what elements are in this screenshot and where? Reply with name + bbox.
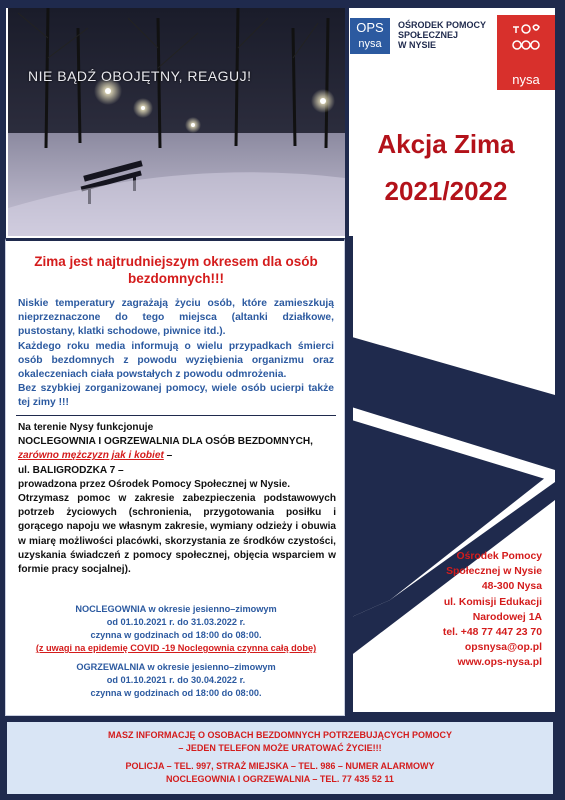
crest-icon (506, 21, 546, 55)
divider (16, 415, 336, 416)
hours-line: od 01.10.2021 r. do 31.03.2022 r. (106, 617, 246, 627)
hours-line: od 01.10.2021 r. do 30.04.2022 r. (106, 675, 246, 685)
hours-line: czynna w godzinach od 18:00 do 08:00. (90, 630, 262, 640)
contact-line: ul. Komisji Edukacji (443, 596, 542, 608)
ops-name-line: OŚRODEK POMOCY (398, 20, 487, 30)
body-line: Na terenie Nysy funkcjonuje (18, 422, 154, 433)
slogan: NIE BĄDŹ OBOJĘTNY, REAGUJ! (28, 68, 252, 84)
alert-bar (5, 720, 555, 796)
emergency-numbers: POLICJA – TEL. 997, STRAŻ MIEJSKA – TEL. 986 – NUMER ALARMOWY (125, 761, 435, 771)
hours-line: OGRZEWALNIA w okresie jesienno–zimowym (76, 662, 276, 672)
contact-line: Narodowej 1A (472, 611, 542, 623)
contact-line: 48-300 Nysa (481, 581, 542, 593)
main-text-panel (5, 238, 345, 716)
contact-website: www.ops-nysa.pl (457, 657, 542, 669)
ogrzewalnia-hours (18, 661, 334, 700)
nysa-logo-text: nysa (512, 72, 540, 87)
shelter-phone: NOCLEGOWNIA I OGRZEWALNIA – TEL. 77 435 52 11 (166, 774, 394, 784)
hours-line: NOCLEGOWNIA w okresie jesienno–zimowym (75, 604, 277, 614)
alert-line: MASZ INFORMACJĘ O OSOBACH BEZDOMNYCH POTRZEBUJĄCYCH POMOCY (107, 730, 452, 740)
ops-name-line: SPOŁECZNEJ (398, 30, 459, 40)
intro-paragraph: Każdego roku media informują o wielu przypadkach śmierci osób bezdomnych z powodu wyziębienia organizmu oraz okaleczeniach ciała powstałych z powodu odmrożenia. (18, 340, 334, 381)
title-line-1: Akcja Zima (377, 129, 515, 159)
covid-note: (z uwagi na epidemię COVID -19 Noclegownia czynna całą dobę) (35, 643, 317, 653)
contact-line: Społecznej w Nysie (446, 566, 542, 578)
winter-park-photo (8, 8, 345, 236)
shelter-info (18, 421, 336, 577)
contact-info (390, 549, 542, 671)
headline: Zima jest najtrudniejszym okresem dla osób bezdomnych!!! (34, 254, 318, 286)
contact-phone: tel. +48 77 447 23 70 (442, 627, 542, 639)
body-highlight: zarówno mężczyzn jak i kobiet (18, 450, 164, 462)
hours-line: czynna w godzinach od 18:00 do 08:00. (90, 688, 262, 698)
intro-paragraph: Niskie temperatury zagrażają życiu osób, które zamieszkują nieprzeznaczone do tego miejsca (altanki działkowe, pustostany, klatki schodowe, piwnice itd.). (18, 298, 334, 338)
body-line: – (163, 450, 173, 462)
ops-name (398, 20, 498, 50)
nysa-city-logo (497, 15, 555, 90)
intro-paragraph: Bez szybkiej zorganizowanej pomocy, wiele osób ucierpi także tej zimy !!! (18, 383, 334, 409)
ops-logo-city: nysa (358, 38, 382, 50)
alert-line: – JEDEN TELEFON MOŻE URATOWAĆ ŻYCIE!!! (178, 743, 382, 753)
body-line: ul. BALIGRODZKA 7 – (18, 464, 124, 476)
contact-email: opsnysa@op.pl (464, 642, 542, 654)
ops-name-line: W NYSIE (398, 40, 437, 50)
ops-logo (350, 18, 392, 56)
body-line: NOCLEGOWNIA I OGRZEWALNIA DLA OSÓB BEZDOMNYCH, (18, 436, 313, 448)
title-line-2: 2021/2022 (384, 176, 508, 206)
noclegownia-hours (18, 603, 334, 655)
contact-line: Ośrodek Pomocy (456, 551, 542, 562)
intro-text (18, 297, 334, 411)
body-paragraph: Otrzymasz pomoc w zakresie zabezpieczenia podstawowych potrzeb życiowych (schronienia, przygotowania posiłku i gorącego napoju we własnym zakresie, wymiany odzieży i obuwia w miarę możliwości placówki, skorzystania ze środków czystości, uzyskania świadczeń z pomocy społecznej, objęcia wsparciem w formie pracy socjalnej). (18, 493, 336, 576)
body-line: prowadzona przez Ośrodek Pomocy Społecznej w Nysie. (18, 478, 291, 490)
ops-logo-abbr: OPS (356, 20, 384, 35)
